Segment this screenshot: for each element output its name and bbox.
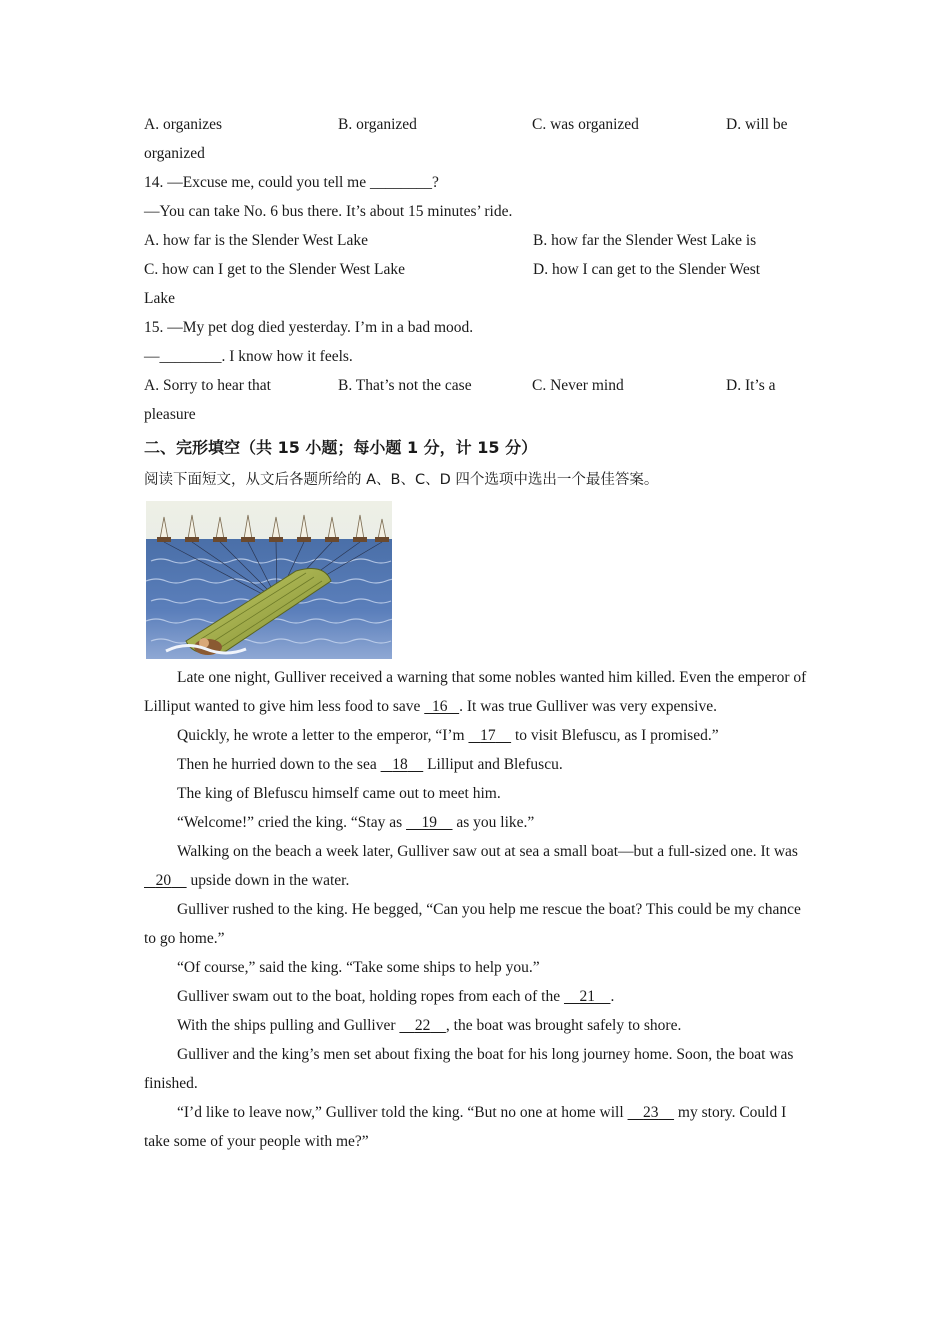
section-heading: 二、完形填空（共 15 小题；每小题 1 分，计 15 分） [144, 438, 538, 457]
q13-option-a: A. organizes [144, 116, 223, 133]
q14-option-d-wrap: Lake [144, 290, 175, 307]
q15-option-d: D. It’s a [726, 377, 776, 394]
q14-option-b: B. how far the Slender West Lake is [533, 232, 757, 249]
q14-stem: 14. —Excuse me, could you tell me ________? [144, 174, 439, 191]
passage-paragraph-4: The king of Blefuscu himself came out to meet him. [177, 785, 501, 802]
exam-page [144, 110, 808, 1156]
passage-paragraph-2: Quickly, he wrote a letter to the emperor, “I’m 17 to visit Blefuscu, as I promised.” [144, 721, 808, 750]
q15-stem: 15. —My pet dog died yesterday. I’m in a bad mood. [144, 319, 474, 336]
q15-options [144, 371, 808, 400]
q14-option-a: A. how far is the Slender West Lake [144, 232, 369, 249]
passage-paragraph-5: “Welcome!” cried the king. “Stay as 19 as you like.” [144, 808, 808, 837]
q14-reply: —You can take No. 6 bus there. It’s about 15 minutes’ ride. [144, 203, 513, 220]
q14-option-d: D. how I can get to the Slender West [533, 261, 761, 278]
section-instruction: 阅读下面短文，从文后各题所给的 A、B、C、D 四个选项中选出一个最佳答案。 [144, 472, 659, 488]
q13-options [144, 110, 808, 139]
passage-paragraph-1: Late one night, Gulliver received a warning that some nobles wanted him killed. Even the emperor of Lilliput wanted to give him less food to save 16 . It was true Gulliver was very expensive. [144, 663, 808, 721]
blank-20: 20 [155, 872, 172, 889]
q15-option-a: A. Sorry to hear that [144, 377, 271, 394]
passage-paragraph-9: Gulliver swam out to the boat, holding ropes from each of the 21 . [144, 982, 808, 1011]
blank-16: 16 [432, 698, 448, 715]
blank-21: 21 [579, 988, 595, 1005]
q13-option-d: D. will be [726, 116, 788, 133]
blank-19: 19 [421, 814, 438, 831]
gulliver-illustration [146, 501, 392, 659]
q13-option-c: C. was organized [532, 116, 639, 133]
q15-option-c: C. Never mind [532, 377, 624, 394]
passage-paragraph-12: “I’d like to leave now,” Gulliver told the king. “But no one at home will 23 my story. Could I take some of your people with me?” [144, 1098, 808, 1156]
passage-paragraph-8: “Of course,” said the king. “Take some ships to help you.” [177, 959, 540, 976]
passage-paragraph-11: Gulliver and the king’s men set about fixing the boat for his long journey home. Soon, the boat was finished. [144, 1046, 794, 1092]
q14-options-row2 [144, 255, 808, 284]
passage-paragraph-7: Gulliver rushed to the king. He begged, “Can you help me rescue the boat? This could be my chance to go home.” [144, 901, 801, 947]
blank-18: 18 [392, 756, 408, 773]
q15-option-b: B. That’s not the case [338, 377, 472, 394]
q13-option-d-wrap: organized [144, 145, 205, 162]
passage-paragraph-10: With the ships pulling and Gulliver 22 , the boat was brought safely to shore. [144, 1011, 808, 1040]
q14-option-c: C. how can I get to the Slender West Lake [144, 261, 406, 278]
blank-22: 22 [414, 1017, 431, 1034]
q14-options-row1 [144, 226, 808, 255]
blank-17: 17 [480, 727, 496, 744]
illustration-image [146, 501, 392, 659]
blank-23: 23 [643, 1104, 659, 1121]
q15-reply: —________. I know how it feels. [144, 348, 353, 365]
q13-option-b: B. organized [338, 116, 417, 133]
q15-option-d-wrap: pleasure [144, 406, 196, 423]
passage-paragraph-6: Walking on the beach a week later, Gulliver saw out at sea a small boat—but a full-sized one. It was 20 upside down in the water. [144, 837, 808, 895]
passage-paragraph-3: Then he hurried down to the sea 18 Lilliput and Blefuscu. [144, 750, 808, 779]
